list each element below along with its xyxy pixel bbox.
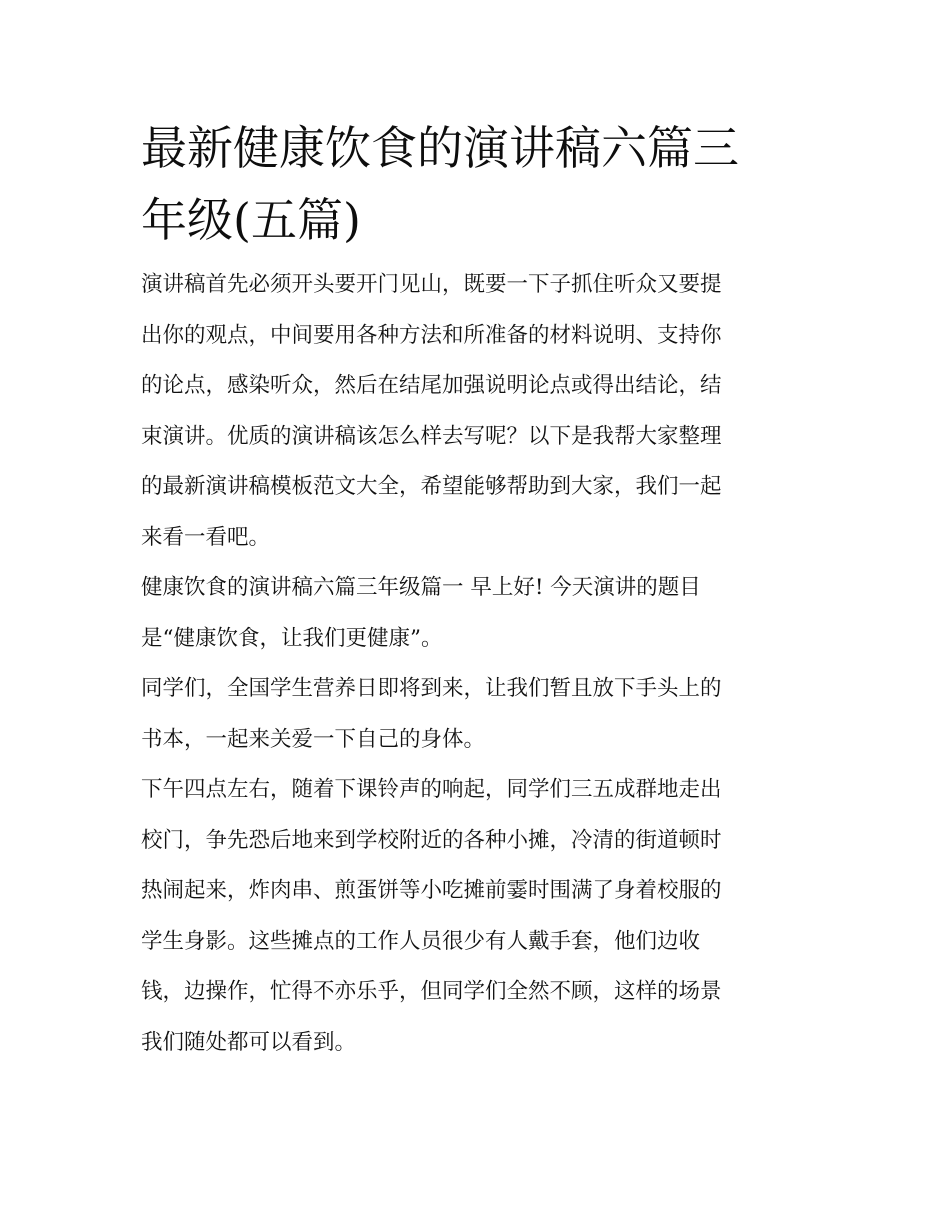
afternoon-scene-paragraph	[141, 765, 813, 1068]
text-line: 演讲稿首先必须开头要开门见山，既要一下子抓住听众又要提	[141, 272, 722, 297]
page-title	[141, 112, 813, 256]
text-line: 热闹起来，炸肉串、煎蛋饼等小吃摊前霎时围满了身着校服的	[141, 878, 722, 903]
title-line: 年级(五篇)	[141, 193, 361, 247]
document-body	[141, 112, 813, 1068]
intro-paragraph	[141, 260, 813, 563]
text-line: 我们随处都可以看到。	[141, 1029, 357, 1055]
text-line: 健康饮食的演讲稿六篇三年级篇一 早上好! 今天演讲的题目	[141, 575, 701, 600]
text-line: 的最新演讲稿模板范文大全，希望能够帮助到大家，我们一起	[141, 474, 722, 499]
title-line: 最新健康饮食的演讲稿六篇三	[141, 121, 739, 175]
classmates-paragraph	[141, 664, 813, 765]
text-line: 的论点，感染听众，然后在结尾加强说明论点或得出结论，结	[141, 373, 722, 398]
text-line: 是“健康饮食，让我们更健康”。	[141, 625, 443, 651]
text-line: 书本，一起来关爱一下自己的身体。	[141, 726, 486, 752]
speech-opening-paragraph	[141, 563, 813, 664]
text-line: 下午四点左右，随着下课铃声的响起，同学们三五成群地走出	[141, 777, 722, 802]
text-line: 来看一看吧。	[141, 524, 271, 550]
text-line: 学生身影。这些摊点的工作人员很少有人戴手套，他们边收	[141, 928, 701, 954]
text-line: 束演讲。优质的演讲稿该怎么样去写呢？以下是我帮大家整理	[141, 423, 722, 449]
text-line: 同学们，全国学生营养日即将到来，让我们暂且放下手头上的	[141, 676, 722, 701]
text-line: 校门，争先恐后地来到学校附近的各种小摊，冷清的街道顿时	[141, 827, 722, 853]
text-line: 出你的观点，中间要用各种方法和所准备的材料说明、支持你	[141, 322, 722, 348]
text-line: 钱，边操作，忙得不亦乐乎，但同学们全然不顾，这样的场景	[141, 979, 722, 1004]
